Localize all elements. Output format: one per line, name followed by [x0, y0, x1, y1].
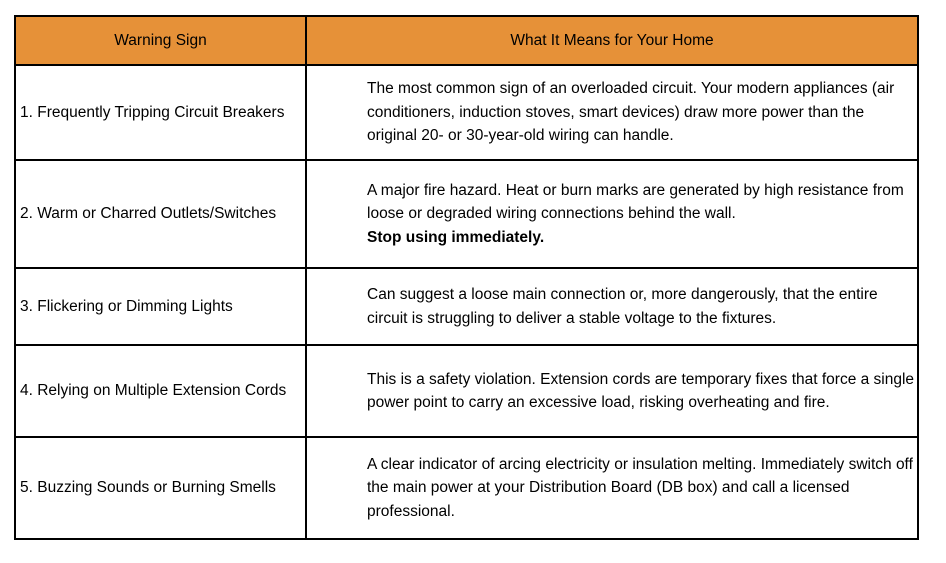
meaning-cell: The most common sign of an overloaded circuit. Your modern appliances (air conditioners, induction stoves, smart devices) draw more power than the original 20- or 30-year-old wiring can handle.: [306, 65, 918, 160]
meaning-cell: Can suggest a loose main connection or, more dangerously, that the entire circuit is struggling to deliver a stable voltage to the fixtures.: [306, 268, 918, 345]
table-header-row: [15, 16, 918, 65]
warning-sign-cell: 4. Relying on Multiple Extension Cords: [15, 345, 306, 437]
header-warning-sign: Warning Sign: [15, 16, 306, 65]
warning-sign-cell: 3. Flickering or Dimming Lights: [15, 268, 306, 345]
meaning-text: A major fire hazard. Heat or burn marks are generated by high resistance from loose or degraded wiring connections behind the wall.: [367, 181, 904, 223]
warning-signs-table: [14, 15, 919, 540]
meaning-emphasis: Stop using immediately.: [367, 228, 545, 246]
table-row: [15, 160, 918, 268]
table-row: [15, 345, 918, 437]
header-what-it-means: What It Means for Your Home: [306, 16, 918, 65]
meaning-cell: [306, 160, 918, 268]
warning-sign-cell: 1. Frequently Tripping Circuit Breakers: [15, 65, 306, 160]
table-row: [15, 268, 918, 345]
table-row: [15, 437, 918, 539]
meaning-cell: This is a safety violation. Extension cords are temporary fixes that force a single power point to carry an excessive load, risking overheating and fire.: [306, 345, 918, 437]
meaning-cell: A clear indicator of arcing electricity or insulation melting. Immediately switch off the main power at your Distribution Board (DB box) and call a licensed professional.: [306, 437, 918, 539]
warning-sign-cell: 5. Buzzing Sounds or Burning Smells: [15, 437, 306, 539]
table-row: [15, 65, 918, 160]
warning-sign-cell: 2. Warm or Charred Outlets/Switches: [15, 160, 306, 268]
